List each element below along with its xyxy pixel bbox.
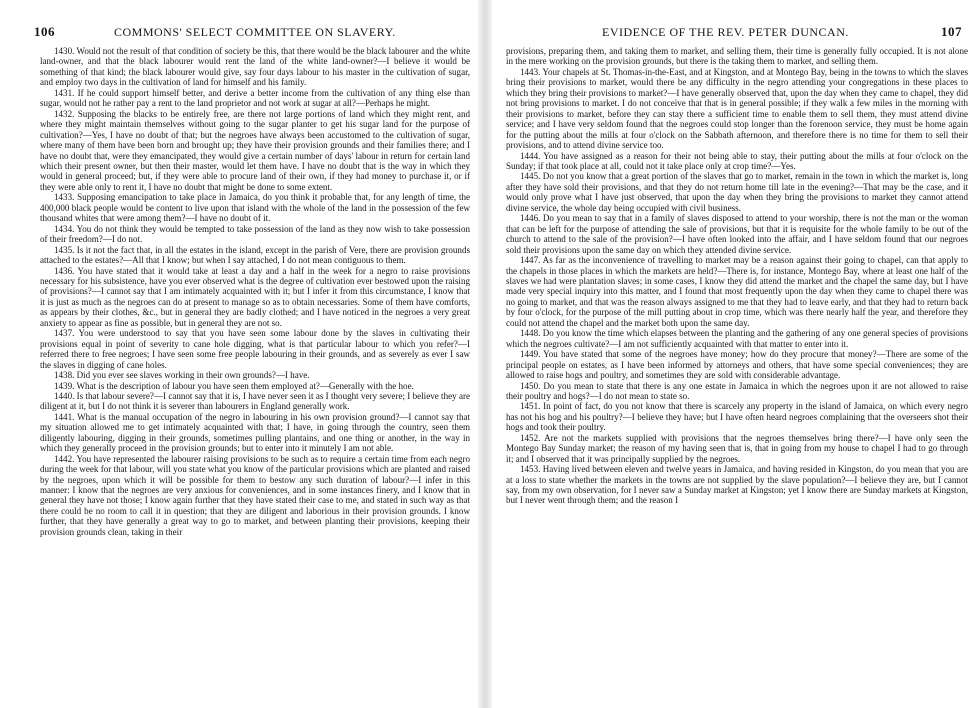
paragraph-1435: 1435. Is it not the fact that, in all the estates in the island, except in the parish of Vere, there are provision grounds attached to the estates?—All that I know; but when I say attached, I do not mean contiguous to them.	[40, 244, 470, 266]
left-page-number: 106	[34, 24, 55, 39]
paragraph-1442: 1442. You have represented the labourer raising provisions to be such as to require a certain time from each negro during the week for that labour, will you state what you know of the particular provisions which are planted and raised by the negroes, upon which it will be possible for them to bestow any such duration of labour?—I infer in this manner: I know that the negroes are very anxious for conveniences, and in some instances finery, and I know that in general they have not those; I know again further that they have stated their case to me, and stated in such way as that there could be no room to call it in question; that they are diligent and laborious in their provision grounds. I know further, that they have generally a great way to go to market, and between planting their provisions, keeping their provision grounds clean, taking in their	[40, 453, 470, 537]
paragraph-1446: 1446. Do you mean to say that in a family of slaves disposed to attend to your worship, there is not the man or the woman that can be left for the purpose of attending the sale of provisions, but that it is requisite for the whole family to be out of the church to attend to the sale of the provision?—I have often looked into the affair, and I have seldom found that our negroes sold their provisions upon the same day on which they attended divine service.	[506, 213, 968, 255]
paragraph-1439: 1439. What is the description of labour you have seen them employed at?—Generally with the hoe.	[54, 380, 414, 391]
paragraph-1438: 1438. Did you ever see slaves working in their own grounds?—I have.	[54, 370, 310, 381]
paragraph-1432: 1432. Supposing the blacks to be entirely free, are there not large portions of land which they might rent, and where they might maintain themselves without going to the sugar planter to get his sugar land for the purpose of cultivation?—Yes, I have no doubt of that; but the negroes have always been accustomed to the cultivation of sugar, where many of them have been born and brought up; they have their provision grounds and their families there; and I have no doubt that, were they emancipated, they would give a certain number of days' labour in return for certain land which their present owner, but then their master, would let them have. I have no doubt that is the way in which they would in general proceed; but, if they were able to procure land of their own, if they had money to purchase it, or if they were able only to rent it, I have no doubt that might be done to some extent.	[40, 108, 470, 192]
left-running-title: COMMONS' SELECT COMMITTEE ON SLAVERY.	[114, 25, 396, 39]
paragraph-1433: 1433. Supposing emancipation to take place in Jamaica, do you think it probable that, for any length of time, the 400,000 black people would be content to live upon that island with the whole of the land in the possession of the few thousand whites that were among them?—I have no doubt of it.	[40, 192, 470, 224]
left-running-head	[34, 24, 470, 40]
paragraph-1452: 1452. Are not the markets supplied with provisions that the negroes themselves bring there?—I have only seen the Montego Bay Sunday market; the reason of my having seen that is, that in going from my house to chapel I had to go through it; and I observed that it was principally supplied by the negroes.	[506, 432, 968, 464]
paragraph-1436: 1436. You have stated that it would take at least a day and a half in the week for a negro to raise provisions necessary for his subsistence, have you ever observed what is the degree of cultivation ever bestowed upon the raising of provisions?—I cannot say that I am intimately acquainted with it; but I infer it from this circumstance, I know that it is just as much as the negroes can do at present to manage so as to obtain necessaries. Some of them have comforts, as appears by their clothes, &c., but in general they are badly clothed; and I have noticed in the negroes a very great anxiety to appear as fine as possible, but in general they are not so.	[40, 265, 470, 328]
paragraph-1443: 1443. Your chapels at St. Thomas-in-the-East, and at Kingston, and at Montego Bay, being in the towns to which the slaves bring their provisions to market, would there be any difficulty in the negro attending your congregations in these places to which they bring their provisions to market?—I have generally observed that, upon the day when they came to chapel, they did not bring provisions to market. I do not conceive that that is in general possible; if they walk a few miles in the morning with their provisions to market, before they can stay there a sufficient time to enable them to sell them, they must attend divine service; and I have very seldom found that the negroes could stop longer than the forenoon service, they must be home again for the putting about the mills at four o'clock on the Sabbath afternoon, and therefore there is no time for them to sell their provisions, and to attend divine service too.	[506, 66, 968, 151]
paragraph-1442-continued: provisions, preparing them, and taking them to market, and selling them, their time is generally fully occupied. It is not alone in the mere working on the provision grounds, but there is the taking them to market, and selling them.	[506, 46, 968, 67]
paragraph-1441: 1441. What is the manual occupation of the negro in labouring in his own provision ground?—I cannot say that my situation allowed me to get intimately acquainted with that; I have, in going through the country, seen them diligently labouring, digging in their grounds, sometimes pulling plantains, and one thing or another, in the way in which they generally proceed in the provision grounds; but to enter into it minutely I am not able.	[40, 411, 470, 454]
paragraph-1445: 1445. Do not you know that a great portion of the slaves that go to market, remain in the town in which the market is, long after they have sold their provisions, and that they do not return home till late in the evening?—That may be the case, and it would only prove what I have just observed, that upon the day when they bring the provisions to market they cannot attend divine service, the whole day being occupied with civil business.	[506, 171, 968, 213]
paragraph-1449: 1449. You have stated that some of the negroes have money; how do they procure that money?—There are some of the principal people on estates, as I have been informed by attorneys and others, that have some special conveniences; they are allowed to raise hogs and poultry, and sometimes they are sold with considerable advantage.	[506, 349, 968, 381]
right-running-title: EVIDENCE OF THE REV. PETER DUNCAN.	[602, 25, 849, 39]
right-page	[492, 0, 980, 708]
paragraph-1451: 1451. In point of fact, do you not know that there is scarcely any property in the island of Jamaica, on which every negro has not his hog and his poultry?—I believe they have; but I have often heard negroes complaining that the overseers shot their hogs and took their poultry.	[506, 401, 968, 433]
paragraph-1450: 1450. Do you mean to state that there is any one estate in Jamaica in which the negroes upon it are not allowed to raise their poultry and hogs?—I do not mean to state so.	[506, 380, 968, 401]
right-body-text	[506, 46, 968, 506]
left-body-text	[40, 46, 470, 537]
paragraph-1434: 1434. You do not think they would be tempted to take possession of the land as they now wish to take possession of their freedom?—I do not.	[40, 223, 470, 245]
paragraph-1437: 1437. You were understood to say that you have seen some labour done by the slaves in cultivating their provisions equal in point of severity to cane hole digging, what is that particular labour to which you refer?—I referred there to free negroes; I have seen some free people labouring in their grounds, and as severely as ever I saw the slaves in digging of cane holes.	[40, 328, 470, 370]
paragraph-1453: 1453. Having lived between eleven and twelve years in Jamaica, and having resided in Kingston, do you mean that you are at a loss to state whether the markets in the towns are not supplied by the slave population?—I believe they are, but I cannot say, from my own observation, for I never saw a Sunday market at Kingston; yet I know there are Sunday markets at Kingston, but I never went through them; and the reason I	[506, 464, 968, 506]
paragraph-1431: 1431. If he could support himself better, and derive a better income from the cultivation of any thing else than sugar, would not he rather pay a rent to the land proprietor and not work at sugar at all?—Perhaps he might.	[40, 87, 470, 109]
paragraph-1440: 1440. Is that labour severe?—I cannot say that it is, I have never seen it as I thought very severe; I believe they are diligent at it, but I do not think it is severer than labourers in England generally work.	[40, 390, 470, 412]
paragraph-1430: 1430. Would not the result of that condition of society be this, that there would be the black labourer and the white land-owner, and that the black labourer would rent the land of the white land-owner?—I believe it would be something of that kind; the black labourer would give, say four days labour to his master in the cultivation of sugar, and employ two days in the cultivation of land for himself and his family.	[40, 46, 470, 88]
left-page	[0, 0, 478, 708]
paragraph-1448: 1448. Do you know the time which elapses between the planting and the gathering of any one general species of provisions which the negroes cultivate?—I am not sufficiently acquainted with that matter to enter into it.	[506, 328, 968, 349]
page-gutter	[478, 0, 492, 708]
paragraph-1444: 1444. You have assigned as a reason for their not being able to stay, their putting about the mills at four o'clock on the Sunday; if that took place at all, could not it take place only at crop time?—Yes.	[506, 150, 968, 171]
right-page-number: 107	[941, 24, 962, 39]
right-running-head	[506, 24, 968, 40]
paragraph-1447: 1447. As far as the inconvenience of travelling to market may be a reason against their going to chapel, can that apply to the chapels in those places in which the markets are held?—There is, for instance, Montego Bay, where at least one half of the slaves we had were plantation slaves; in some cases, I know they did attend the market and the chapel the same day, but I have made very special inquiry into this matter, and I found that most frequently upon the day when they came to chapel there was no going to market, and that was the reason always assigned to me that they had to leave early, and that they had to return back by four o'clock, for the purpose of the mill putting about in crop time, which was there nearly half the year, and therefore they could not attend the chapel and the market both upon the same day.	[506, 255, 968, 328]
